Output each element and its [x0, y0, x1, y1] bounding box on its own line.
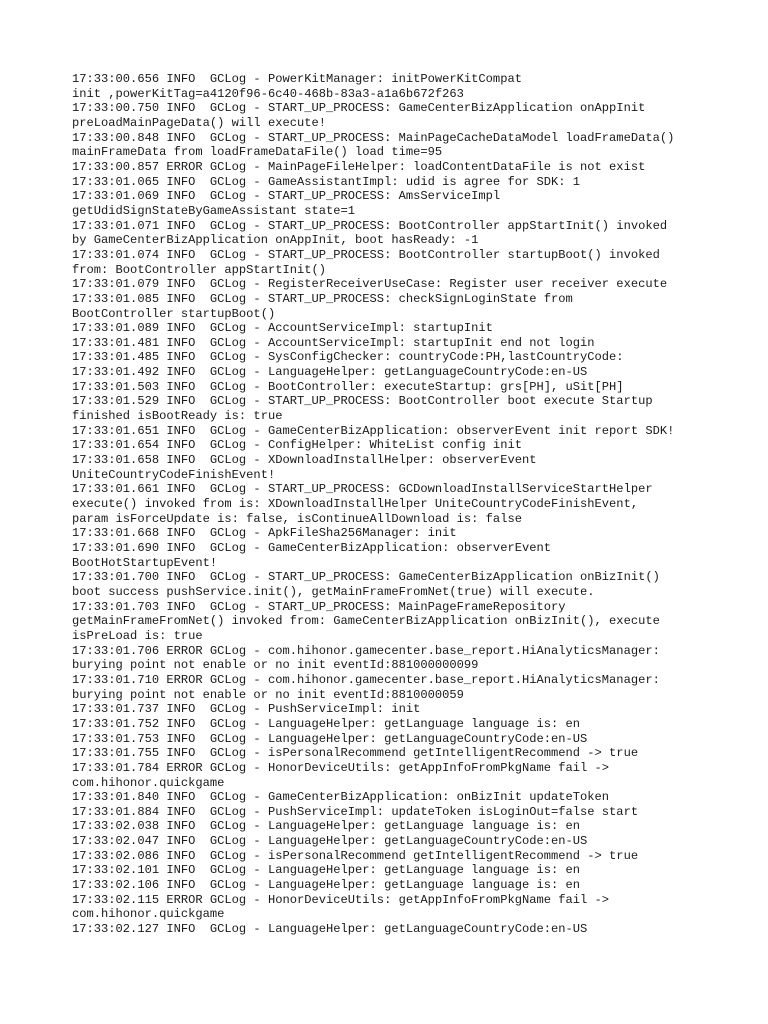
log-line: 17:33:02.115 ERROR GCLog - HonorDeviceUtils: getAppInfoFromPkgName fail -> [72, 892, 610, 907]
log-line: 17:33:01.654 INFO GCLog - ConfigHelper: WhiteList config init [72, 438, 522, 453]
log-line: com.hihonor.quickgame [72, 907, 225, 922]
log-line: 17:33:01.706 ERROR GCLog - com.hihonor.gamecenter.base_report.HiAnalyticsManager: [72, 643, 660, 658]
log-line: init ,powerKitTag=a4120f96-6c40-468b-83a3-a1a6b672f263 [72, 86, 464, 101]
log-line: 17:33:02.101 INFO GCLog - LanguageHelper: getLanguage language is: en [72, 863, 581, 878]
log-line: boot success pushService.init(), getMainFrameFromNet(true) will execute. [72, 584, 595, 599]
log-line: 17:33:01.710 ERROR GCLog - com.hihonor.gamecenter.base_report.HiAnalyticsManager: [72, 672, 660, 687]
log-line: 17:33:01.703 INFO GCLog - START_UP_PROCESS: MainPageFrameRepository [72, 599, 566, 614]
log-line: 17:33:01.661 INFO GCLog - START_UP_PROCESS: GCDownloadInstallServiceStartHelper [72, 482, 653, 497]
log-line: 17:33:01.658 INFO GCLog - XDownloadInstallHelper: observerEvent [72, 453, 537, 468]
log-line: BootController startupBoot() [72, 306, 276, 321]
log-line: 17:33:01.752 INFO GCLog - LanguageHelper: getLanguage language is: en [72, 716, 581, 731]
log-line: from: BootController appStartInit() [72, 262, 327, 277]
log-line: 17:33:01.690 INFO GCLog - GameCenterBizApplication: observerEvent [72, 541, 551, 555]
log-line: mainFrameData from loadFrameDataFile() load time=95 [72, 145, 443, 160]
log-line: 17:33:00.656 INFO GCLog - PowerKitManager: initPowerKitCompat [72, 72, 522, 86]
log-line: 17:33:02.106 INFO GCLog - LanguageHelper: getLanguage language is: en [72, 878, 581, 893]
log-line: getUdidSignStateByGameAssistant state=1 [72, 203, 356, 218]
log-line: finished isBootReady is: true [72, 409, 283, 424]
log-line: 17:33:01.784 ERROR GCLog - HonorDeviceUtils: getAppInfoFromPkgName fail -> [72, 760, 610, 775]
log-line: burying point not enable or no init eventId:881000000099 [72, 658, 479, 673]
log-line: BootHotStartupEvent! [72, 555, 218, 570]
log-line: 17:33:02.127 INFO GCLog - LanguageHelper: getLanguageCountryCode:en-US [72, 922, 588, 937]
log-line: getMainFrameFromNet() invoked from: GameCenterBizApplication onBizInit(), execute [72, 614, 660, 629]
log-line: execute() invoked from is: XDownloadInstallHelper UniteCountryCodeFinishEvent, [72, 497, 639, 512]
log-line: 17:33:00.750 INFO GCLog - START_UP_PROCESS: GameCenterBizApplication onAppInit [72, 101, 646, 116]
log-line: isPreLoad is: true [72, 628, 203, 643]
log-line: preLoadMainPageData() will execute! [72, 115, 327, 130]
log-line: 17:33:01.085 INFO GCLog - START_UP_PROCESS: checkSignLoginState from [72, 291, 573, 306]
log-line: 17:33:02.086 INFO GCLog - isPersonalRecommend getIntelligentRecommend -> true [72, 848, 639, 863]
log-line: 17:33:01.485 INFO GCLog - SysConfigChecker: countryCode:PH,lastCountryCode: [72, 350, 624, 365]
log-line: 17:33:01.071 INFO GCLog - START_UP_PROCESS: BootController appStartInit() invoked [72, 218, 668, 233]
log-line: 17:33:01.668 INFO GCLog - ApkFileSha256Manager: init [72, 526, 457, 541]
log-line: 17:33:01.481 INFO GCLog - AccountServiceImpl: startupInit end not login [72, 335, 595, 350]
log-line: 17:33:01.651 INFO GCLog - GameCenterBizApplication: observerEvent init report SDK! [72, 423, 675, 438]
log-line: 17:33:01.840 INFO GCLog - GameCenterBizApplication: onBizInit updateToken [72, 790, 610, 805]
log-line: 17:33:01.755 INFO GCLog - isPersonalRecommend getIntelligentRecommend -> true [72, 746, 639, 761]
log-line: 17:33:01.529 INFO GCLog - START_UP_PROCESS: BootController boot execute Startup [72, 394, 653, 409]
log-line: 17:33:01.700 INFO GCLog - START_UP_PROCESS: GameCenterBizApplication onBizInit() [72, 570, 660, 585]
log-line: 17:33:02.038 INFO GCLog - LanguageHelper: getLanguage language is: en [72, 819, 581, 834]
log-line: 17:33:01.492 INFO GCLog - LanguageHelper: getLanguageCountryCode:en-US [72, 365, 588, 380]
log-line: 17:33:01.069 INFO GCLog - START_UP_PROCESS: AmsServiceImpl [72, 189, 501, 204]
log-line: 17:33:01.884 INFO GCLog - PushServiceImpl: updateToken isLoginOut=false start [72, 804, 639, 819]
log-document [72, 72, 712, 937]
log-line: by GameCenterBizApplication onAppInit, boot hasReady: -1 [72, 233, 479, 248]
log-line: 17:33:00.857 ERROR GCLog - MainPageFileHelper: loadContentDataFile is not exist [72, 159, 646, 174]
log-line: 17:33:01.089 INFO GCLog - AccountServiceImpl: startupInit [72, 321, 493, 336]
log-line: UniteCountryCodeFinishEvent! [72, 467, 276, 482]
log-line: 17:33:01.737 INFO GCLog - PushServiceImpl: init [72, 702, 421, 717]
log-line: 17:33:02.047 INFO GCLog - LanguageHelper: getLanguageCountryCode:en-US [72, 834, 588, 849]
log-line: 17:33:01.753 INFO GCLog - LanguageHelper: getLanguageCountryCode:en-US [72, 731, 588, 746]
log-line: burying point not enable or no init eventId:8810000059 [72, 687, 464, 702]
log-line: 17:33:01.065 INFO GCLog - GameAssistantImpl: udid is agree for SDK: 1 [72, 174, 581, 189]
log-line: 17:33:01.074 INFO GCLog - START_UP_PROCESS: BootController startupBoot() invoked [72, 247, 660, 262]
log-line: 17:33:01.079 INFO GCLog - RegisterReceiverUseCase: Register user receiver execute [72, 277, 668, 292]
log-line: 17:33:00.848 INFO GCLog - START_UP_PROCESS: MainPageCacheDataModel loadFrameData() [72, 130, 675, 145]
log-line: 17:33:01.503 INFO GCLog - BootController: executeStartup: grs[PH], uSit[PH] [72, 379, 624, 394]
log-line: param isForceUpdate is: false, isContinueAllDownload is: false [72, 511, 522, 526]
log-line: com.hihonor.quickgame [72, 775, 225, 790]
